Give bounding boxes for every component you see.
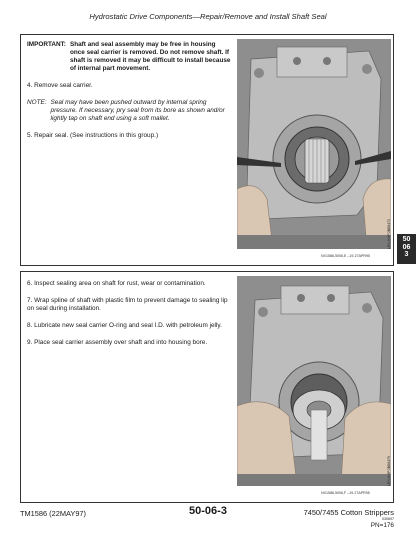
page-header: Hydrostatic Drive Components—Repair/Remove and Install Shaft Seal <box>89 12 327 21</box>
step-5: 5. Repair seal. (See instructions in this group.) <box>27 132 159 139</box>
tab-line-3: 3 <box>404 251 409 259</box>
step-4: 4. Remove seal carrier. <box>27 82 93 89</box>
side-code-2: LRN-HMP050 <box>387 464 391 486</box>
panel-remove-seal-carrier <box>20 34 394 266</box>
footer-date-code: 030697 <box>382 517 394 521</box>
note-label: NOTE: <box>27 99 47 106</box>
side-code-2b: N98479 <box>387 456 391 468</box>
panel-install-seal-carrier <box>20 271 394 503</box>
step-8: 8. Lubricate new seal carrier O-ring and seal I.D. with petroleum jelly. <box>27 322 222 329</box>
tab-line-2: 06 <box>402 243 411 251</box>
step-9: 9. Place seal carrier assembly over shaft and into housing bore. <box>27 339 208 346</box>
photo-install-seal-carrier <box>237 276 391 486</box>
panel1-text <box>27 41 232 149</box>
footer-page-code: 50-06-3 <box>189 505 227 517</box>
important-text: Shaft and seal assembly may be free in housing once seal carrier is removed. Do not remove shaft. If shaft is removed it may be difficult to install because of internal part movement. <box>69 41 231 72</box>
tab-line-1: 50 <box>402 236 411 243</box>
footer-right <box>304 508 394 529</box>
note-text: Seal may have been pushed outward by internal spring pressure. If necessary, pry seal from its bore as shown and/or lightly tap on shaft end using a soft mallet. <box>50 99 225 122</box>
footer-model: 7450/7455 Cotton Strippers <box>303 508 394 517</box>
side-code-1: LRN-HMP050 <box>387 227 391 249</box>
footer-manual-id: TM1586 (22MAY97) <box>20 509 86 518</box>
image-reference-2: NX1586,5006,F –19-27APR95 <box>321 491 370 495</box>
step-7: 7. Wrap spline of shaft with plastic film to prevent damage to sealing lip on seal during installation. <box>27 297 228 312</box>
step-6: 6. Inspect sealing area on shaft for rust, wear or contamination. <box>27 280 206 287</box>
photo-remove-seal-carrier <box>237 39 391 249</box>
important-label: IMPORTANT: <box>27 41 66 48</box>
panel2-text <box>27 280 232 356</box>
side-code-1b: N98473 <box>387 219 391 231</box>
section-tab <box>397 234 416 264</box>
pump-photo-2 <box>237 276 391 486</box>
pump-photo-1 <box>237 39 391 249</box>
important-notice <box>27 41 232 73</box>
note <box>27 99 232 123</box>
image-reference-1: NX1586,5006,E –19-27APR95 <box>321 254 370 258</box>
footer-page-number: PN=176 <box>370 522 394 529</box>
